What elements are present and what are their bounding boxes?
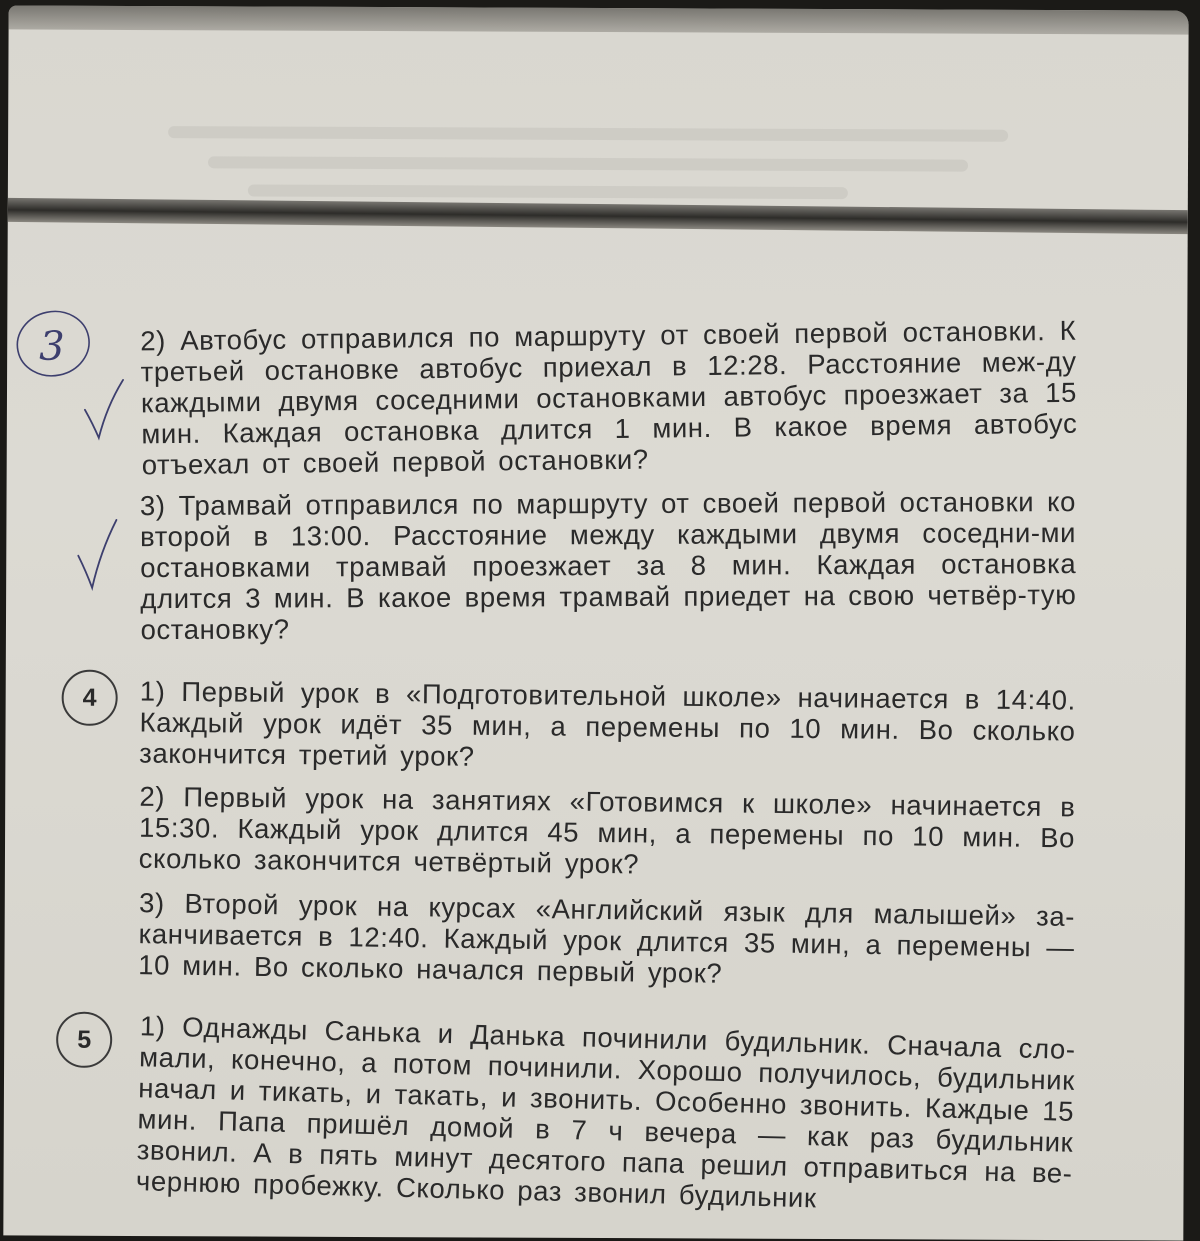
task-text: 1) Первый урок в «Подготовительной школе» начинается в 14:40. Каждый урок идёт 35 мин, а перемены по 10 мин. Во сколько закончится третий урок? xyxy=(139,675,1076,772)
handwritten-number: 3 xyxy=(39,323,65,370)
textbook-page xyxy=(3,5,1188,1240)
task-number-badge: 4 xyxy=(62,670,118,726)
check-mark-icon xyxy=(79,376,129,446)
task-text: 2) Автобус отправился по маршруту от своей первой остановки. К третьей остановке автобус приехал в 12:28. Расстояние меж-ду каждыми двумя соседними остановками автобус проезжает за 15 мин. Каждая остановка длится 1 мин. В какое время автобус отъехал от своей первой остановки? xyxy=(140,314,1078,481)
bleed-through-text xyxy=(208,156,968,171)
task-number-badge: 5 xyxy=(56,1012,112,1068)
task-text: 1) Однажды Санька и Данька починили будильник. Сначала сло-мали, конечно, а потом починили. Хорошо получилось, будильник начал и тикать, и такать, и звонить. Особенно звонить. Каждые 15 мин. Папа пришёл домой в 7 ч вечера — как раз будильник звонил. А в пять минут десятого папа решил отправиться на ве-чернюю пробежку. Сколько раз звонил будильник xyxy=(135,1010,1077,1214)
task-text: 2) Первый урок на занятиях «Готовимся к школе» начинается в 15:30. Каждый урок длится 45 мин, а перемены по 10 мин. Во сколько закончится четвёртый урок? xyxy=(138,780,1076,880)
page-top-shadow xyxy=(9,5,1189,34)
page-fold xyxy=(8,198,1188,234)
bleed-through-text xyxy=(248,184,848,199)
task-text: 3) Второй урок на курсах «Английский язык для малышей» за-канчивается в 12:40. Каждый урок длится 35 мин, а перемены — 10 мин. Во сколько начался первый урок? xyxy=(137,887,1076,989)
task-text: 3) Трамвай отправился по маршруту от своей первой остановки ко второй в 13:00. Расстояние между каждыми двумя соседни-ми остановками трамвай проезжает за 8 мин. Каждая остановка длится 3 мин. В какое время трамвай приедет на свою четвёр-тую остановку? xyxy=(139,486,1077,646)
bleed-through-text xyxy=(168,126,1008,142)
check-mark-icon xyxy=(72,516,122,596)
